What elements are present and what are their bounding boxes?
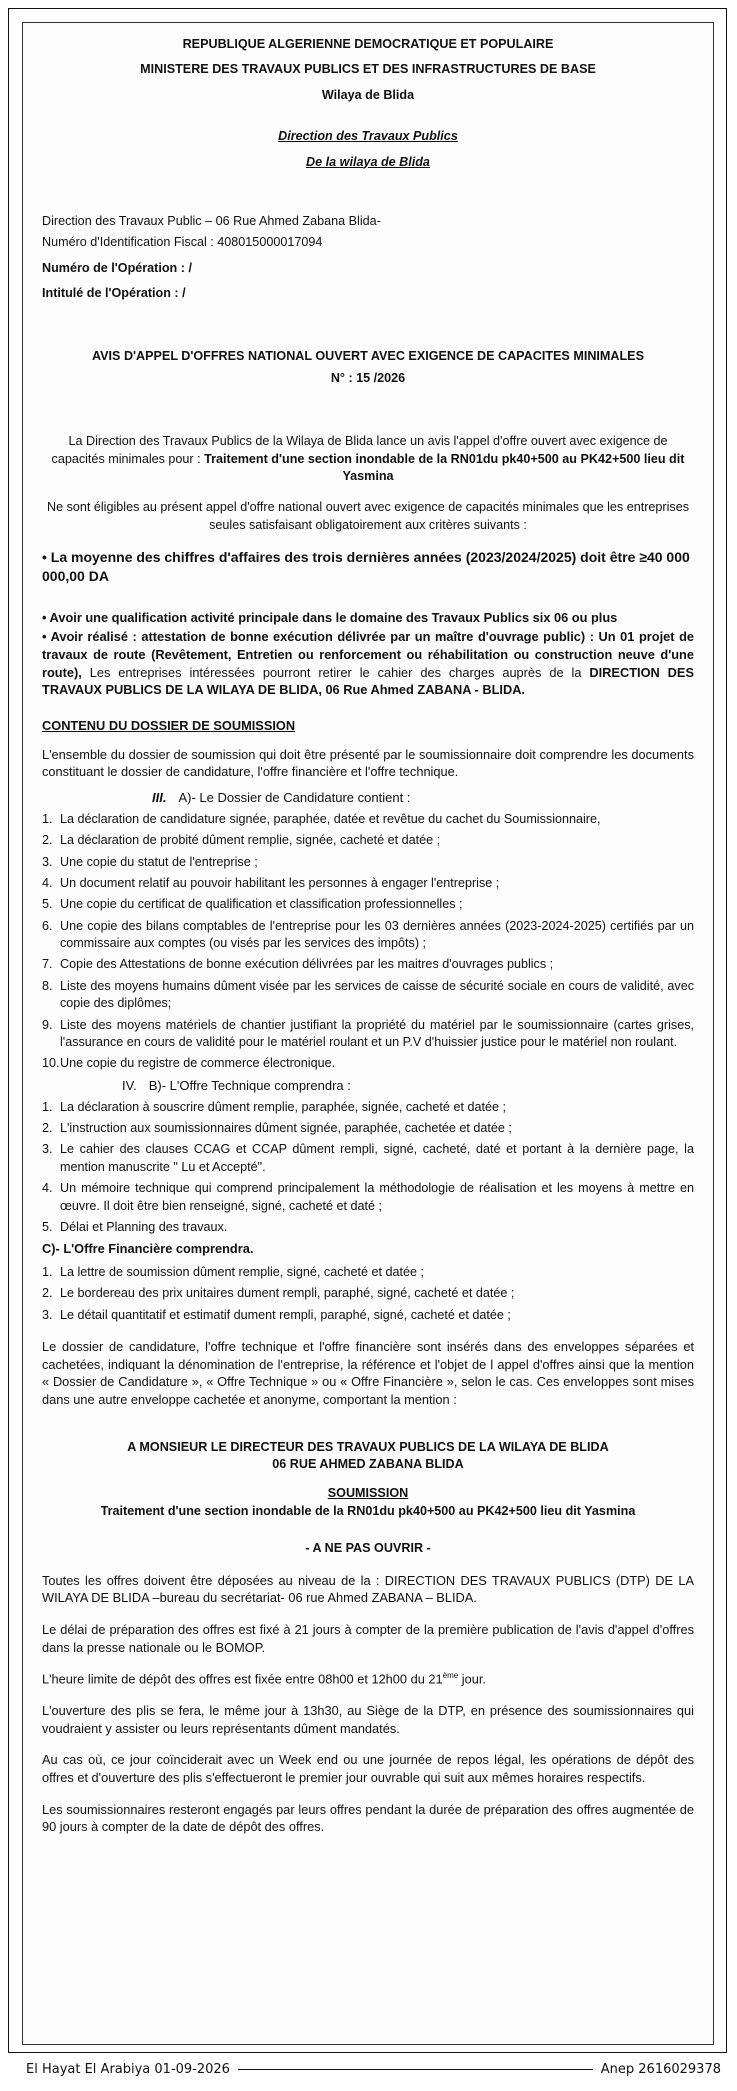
footer-anep: Anep 2616029378 (600, 2061, 721, 2077)
envelope-instructions: Le dossier de candidature, l'offre technique et l'offre financière sont insérés dans des enveloppes séparées et cachetées, indiquant la dénomination de l'entreprise, la référence et l'objet de l appel d'offres ainsi que la mention « Dossier de Candidature », « Offre Technique » ou « Offre Financière », selon le cas. Ces enveloppes sont mises dans une autre enveloppe cachetée et anonyme, comportant la mention : (42, 1339, 694, 1407)
section-a-heading (152, 789, 694, 807)
meta-address: Direction des Travaux Public – 06 Rue Ahmed Zabana Blida- (42, 213, 381, 228)
list-item-number: 4. (42, 1181, 53, 1196)
financial-offer-list (42, 1264, 694, 1324)
deadline-sup: ème (442, 1671, 459, 1681)
list-item (42, 1180, 694, 1215)
criterion-qualification: • Avoir une qualification activité principale dans le domaine des Travaux Publics six 06 ou plus (42, 609, 618, 625)
list-item-number: 5. (42, 897, 53, 912)
header-wilaya: Wilaya de Blida (321, 87, 415, 102)
list-item-number: 2. (42, 1121, 53, 1135)
intro-paragraph (42, 433, 694, 485)
list-item-text: Le bordereau des prix unitaires dument rempli, paraphé, signé, cacheté et datée ; (60, 1286, 515, 1301)
list-item-number: 1. (42, 1264, 53, 1279)
list-item (42, 896, 694, 913)
list-item-number: 2. (42, 833, 53, 848)
envelope-label (42, 1439, 694, 1558)
list-item-number: 6. (42, 918, 53, 933)
section-b-label: B)- L'Offre Technique comprendra : (148, 1077, 351, 1093)
list-item-number: 7. (42, 957, 53, 972)
envelope-do-not-open: - A NE PAS OUVRIR - (305, 1541, 431, 1556)
list-item-text: Le cahier des clauses CCAG et CCAP dûment rempli, signé, cacheté, daté et portant à la dernière page, la mention manuscrite " Lu et Accepté". (60, 1142, 694, 1174)
retrieve-text: Les entreprises intéressées pourront retirer le cahier des charges auprès de la (81, 664, 590, 680)
closing-deposit: Toutes les offres doivent être déposées au niveau de la : DIRECTION DES TRAVAUX PUBLICS (DTP) DE LA WILAYA DE BLIDA –bureau du secrétariat- 06 rue Ahmed ZABANA – BLIDA. (42, 1572, 694, 1606)
list-item-text: Un mémoire technique qui comprend principalement la méthodologie de réalisation et les moyens à mettre en œuvre. Il doit être bien renseigné, signé, cacheté et daté ; (60, 1181, 694, 1213)
closing-weekend: Au cas où, ce jour coïnciderait avec un Week end ou une journée de repos légal, les opérations de dépôt des offres et d'ouverture des plis s'effectueront le premier jour ouvrable qui suit aux mêmes horaires respectifs. (42, 1752, 694, 1786)
header-direction: Direction des Travaux Publics (278, 129, 458, 144)
list-item (42, 956, 694, 973)
section-b-roman: IV. (122, 1077, 137, 1093)
list-item (42, 1017, 694, 1052)
section-b-heading (122, 1077, 694, 1095)
list-item-number: 10. (42, 1056, 60, 1071)
footer-rule (238, 2069, 593, 2070)
list-item (42, 1219, 694, 1236)
header-ministry: MINISTERE DES TRAVAUX PUBLICS ET DES INFRASTRUCTURES DE BASE (140, 62, 596, 77)
list-item-text: Un document relatif au pouvoir habilitant les personnes à engager l'entreprise ; (60, 875, 500, 890)
list-item (42, 978, 694, 1013)
criterion-references-text: • Avoir réalisé : attestation de bonne exécution délivrée par un maître d'ouvrage public) : Un 01 projet de travaux de route (Revêtement, Entretien ou renforcement ou réhabilitation ou construction neuve d'une route), (42, 629, 694, 680)
retrieve-address: DIRECTION DES TRAVAUX PUBLICS DE LA WILAYA DE BLIDA, 06 Rue Ahmed ZABANA - BLIDA. (42, 664, 694, 698)
criterion-turnover: • La moyenne des chiffres d'affaires des trois dernières années (2023/2024/2025) doit être ≥40 000 000,00 DA (42, 549, 690, 585)
deadline-text: L'heure limite de dépôt des offres est fixée entre 08h00 et 12h00 du 21 (42, 1671, 443, 1687)
list-item-text: L'instruction aux soumissionnaires dûment signée, paraphée, cachetée et datée ; (60, 1121, 512, 1135)
list-item (42, 1055, 694, 1072)
closing-delay: Le délai de préparation des offres est fixé à 21 jours à compter de la première publication de l'avis d'appel d'offres dans la presse nationale ou le BOMOP. (42, 1621, 694, 1655)
avis-title-block (42, 348, 694, 387)
list-item (42, 832, 694, 849)
meta-nif: Numéro d'Identification Fiscal : 408015000017094 (42, 235, 323, 250)
technical-offer-list (42, 1099, 694, 1237)
list-item-number: 3. (42, 1142, 53, 1157)
eligibility-text: Ne sont éligibles au présent appel d'offre national ouvert avec exigence de capacités minimales que les entreprises seules satisfaisant obligatoirement aux critères suivants : (46, 500, 690, 532)
list-item (42, 811, 694, 828)
list-item-text: Liste des moyens humains dûment visée par les services de caisse de sécurité sociale en cours de validité, avec copie des diplômes; (60, 978, 694, 1011)
ad-content (22, 22, 714, 1836)
header-direction-wilaya: De la wilaya de Blida (306, 154, 430, 169)
closing-deadline (42, 1670, 694, 1688)
list-item (42, 875, 694, 892)
intro-text: La Direction des Travaux Publics de la Wilaya de Blida lance un avis l'appel d'offre ouvert avec exigence de capacités minimales pour : (51, 434, 668, 466)
closing-opening: L'ouverture des plis se fera, le même jour à 13h30, au Siège de la DTP, en présence des soumissionnaires qui voudraient y assister ou leurs représentants dûment mandatés. (42, 1703, 694, 1736)
list-item (42, 1120, 694, 1137)
section-a-label: A)- Le Dossier de Candidature contient : (178, 789, 411, 805)
criterion-references (42, 628, 694, 699)
list-item-number: 3. (42, 1307, 53, 1322)
closing-validity: Les soumissionnaires resteront engagés par leurs offres pendant la durée de préparation des offres augmentée de 90 jours à compter de la date de dépôt des offres. (42, 1801, 694, 1835)
envelope-object: Traitement d'une section inondable de la RN01du pk40+500 au PK42+500 lieu dit Yasmina (100, 1503, 636, 1518)
list-item-number: 4. (42, 875, 53, 890)
section-a-roman: III. (152, 789, 167, 805)
contenu-title: CONTENU DU DOSSIER DE SOUMISSION (42, 717, 296, 733)
meta-operation-title: Intitulé de l'Opération : / (42, 286, 186, 300)
ministry-header (42, 36, 694, 171)
list-item (42, 1099, 694, 1116)
header-republic: REPUBLIQUE ALGERIENNE DEMOCRATIQUE ET POPULAIRE (182, 37, 554, 51)
list-item-text: La déclaration à souscrire dûment remplie, paraphée, signée, cacheté et datée ; (60, 1099, 506, 1114)
list-item-number: 8. (42, 978, 53, 993)
list-item-number: 2. (42, 1286, 53, 1301)
meta-operation-number: Numéro de l'Opération : / (42, 260, 192, 275)
list-item-text: La lettre de soumission dûment remplie, signé, cacheté et datée ; (60, 1264, 425, 1279)
list-item-text: Le détail quantitatif et estimatif dument rempli, paraphé, signé, cacheté et datée ; (60, 1307, 511, 1322)
list-item-number: 5. (42, 1219, 53, 1234)
footer-bar (8, 2056, 727, 2082)
list-item-number: 9. (42, 1017, 53, 1032)
section-c-heading: C)- L'Offre Financière comprendra. (42, 1241, 254, 1257)
list-item-text: Liste des moyens matériels de chantier justifiant la propriété du matériel par le soumissionnaire (cartes grises, l'assurance en cours de validité pour le matériel roulant et un P.V d'huissier justice pour le matériel non roulant. (60, 1017, 694, 1049)
list-item-number: 1. (42, 811, 53, 826)
list-item (42, 854, 694, 871)
list-item-text: Une copie du registre de commerce électronique. (60, 1056, 336, 1071)
list-item (42, 1307, 694, 1324)
list-item-number: 1. (42, 1099, 53, 1114)
deadline-end: jour. (458, 1671, 486, 1687)
contenu-intro: L'ensemble du dossier de soumission qui doit être présenté par le soumissionnaire doit comprendre les documents constituant le dossier de candidature, l'offre financière et l'offre technique. (42, 746, 694, 780)
list-item (42, 918, 694, 953)
list-item-number: 3. (42, 854, 53, 869)
list-item-text: Une copie du statut de l'entreprise ; (60, 854, 258, 869)
list-item-text: La déclaration de probité dûment remplie, signée, cacheté et datée ; (60, 833, 441, 848)
intro-object: Traitement d'une section inondable de la RN01du pk40+500 au PK42+500 lieu dit Yasmina (204, 451, 685, 483)
list-item (42, 1264, 694, 1281)
avis-title: AVIS D'APPEL D'OFFRES NATIONAL OUVERT AVEC EXIGENCE DE CAPACITES MINIMALES (91, 349, 644, 364)
footer-newspaper: El Hayat El Arabiya 01-09-2026 (26, 2061, 230, 2077)
list-item-text: La déclaration de candidature signée, paraphée, datée et revêtue du cachet du Soumissionnaire, (60, 811, 601, 826)
list-item (42, 1285, 694, 1302)
avis-number: N° : 15 /2026 (330, 370, 406, 385)
envelope-address: 06 RUE AHMED ZABANA BLIDA (272, 1457, 464, 1472)
list-item-text: Une copie des bilans comptables de l'entreprise pour les 03 dernières années (2023-2024-2025) certifiés par un commissaire aux comptes (ou visés par les services des impôts) ; (60, 918, 694, 951)
operation-meta (42, 213, 694, 303)
envelope-soumission: SOUMISSION (327, 1486, 409, 1501)
candidature-list (42, 811, 694, 1073)
list-item-text: Copie des Attestations de bonne exécution délivrées par les maitres d'ouvrages publics ; (60, 957, 554, 972)
list-item (42, 1141, 694, 1176)
list-item-text: Une copie du certificat de qualification et classification professionnelles ; (60, 897, 463, 912)
list-item-text: Délai et Planning des travaux. (60, 1219, 228, 1234)
envelope-recipient: A MONSIEUR LE DIRECTEUR DES TRAVAUX PUBLICS DE LA WILAYA DE BLIDA (127, 1439, 609, 1454)
